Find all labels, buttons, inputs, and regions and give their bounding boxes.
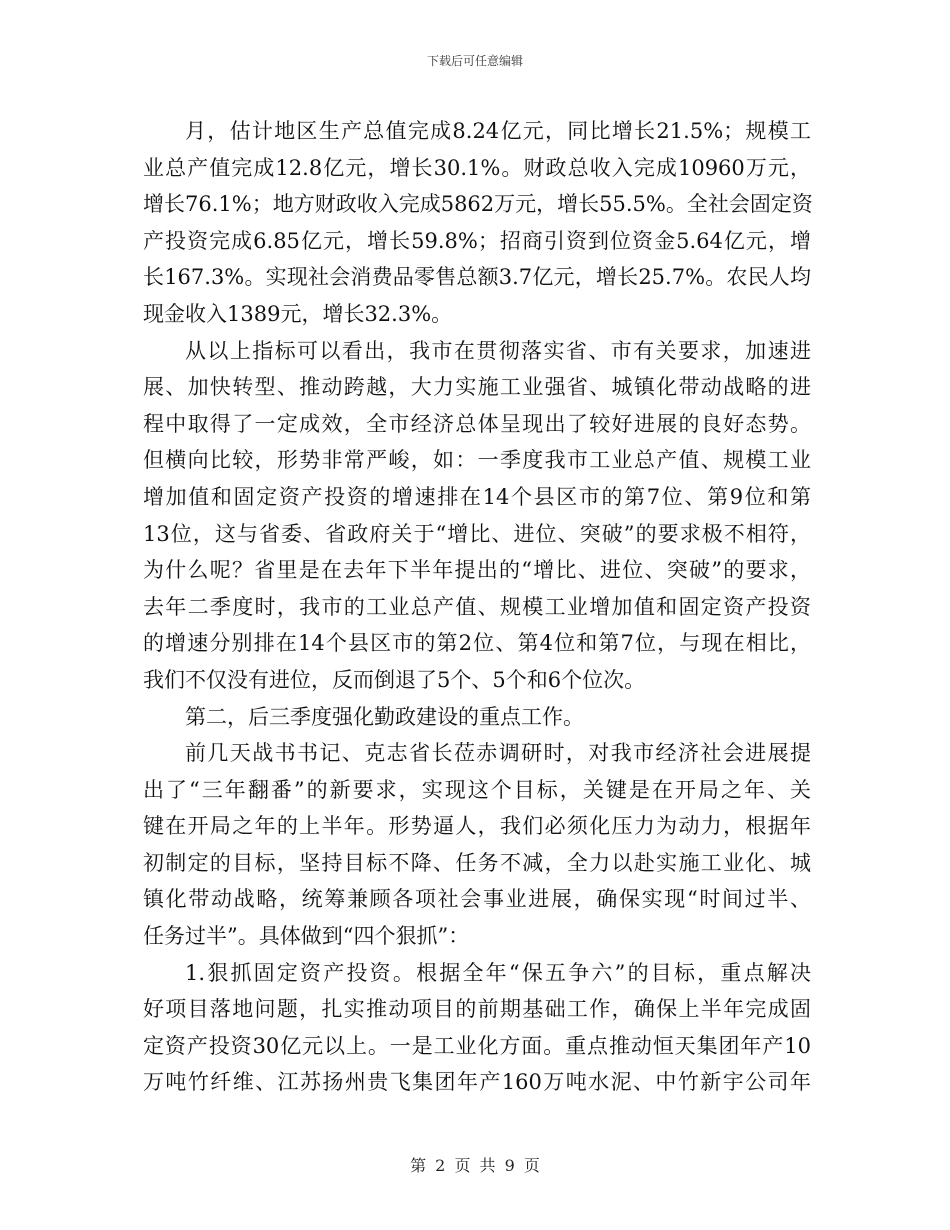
document-body bbox=[143, 113, 811, 1101]
text-line: 为什么呢？省里是在去年下半年提出的“增比、进位、突破”的要求， bbox=[143, 558, 811, 583]
text-line: 任务过半”。具体做到“四个狠抓”： bbox=[143, 924, 470, 949]
text-line: 现金收入1389元，增长32.3%。 bbox=[143, 301, 453, 326]
text-line: 定资产投资30亿元以上。一是工业化方面。重点推动恒天集团年产10 bbox=[143, 1033, 811, 1058]
text-line: 产投资完成6.85亿元，增长59.8%；招商引资到位资金5.64亿元，增 bbox=[143, 228, 811, 253]
text-line: 的增速分别排在14个县区市的第2位、第4位和第7位，与现在相比， bbox=[143, 631, 811, 656]
text-line: 从以上指标可以看出，我市在贯彻落实省、市有关要求，加速进 bbox=[185, 338, 811, 363]
text-line: 程中取得了一定成效，全市经济总体呈现出了较好进展的良好态势。 bbox=[143, 411, 811, 436]
text-line: 万吨竹纤维、江苏扬州贵飞集团年产160万吨水泥、中竹新宇公司年 bbox=[143, 1070, 811, 1095]
text-line: 1.狠抓固定资产投资。根据全年“保五争六”的目标，重点解决 bbox=[185, 960, 811, 985]
text-line: 我们不仅没有进位，反而倒退了5个、5个和6个位次。 bbox=[143, 667, 646, 692]
text-line: 但横向比较，形势非常严峻，如：一季度我市工业总产值、规模工业 bbox=[143, 448, 811, 473]
page-number-footer: 第 2 页 共 9 页 bbox=[410, 1156, 540, 1175]
text-line: 初制定的目标，坚持目标不降、任务不减，全力以赴实施工业化、城 bbox=[143, 850, 811, 875]
text-line: 出了“三年翻番”的新要求，实现这个目标，关键是在开局之年、关 bbox=[143, 777, 811, 802]
text-line: 好项目落地问题，扎实推动项目的前期基础工作，确保上半年完成固 bbox=[143, 997, 811, 1022]
text-line: 展、加快转型、推动跨越，大力实施工业强省、城镇化带动战略的进 bbox=[143, 375, 811, 400]
text-line: 13位，这与省委、省政府关于“增比、进位、突破”的要求极不相符， bbox=[143, 521, 811, 546]
text-line: 键在开局之年的上半年。形势逼人，我们必须化压力为动力，根据年 bbox=[143, 814, 811, 839]
text-line: 镇化带动战略，统筹兼顾各项社会事业进展，确保实现“时间过半、 bbox=[143, 887, 811, 912]
text-line: 增加值和固定资产投资的增速排在14个县区市的第7位、第9位和第 bbox=[143, 484, 811, 509]
text-line: 月，估计地区生产总值完成8.24亿元，同比增长21.5%；规模工 bbox=[185, 119, 811, 143]
text-line: 第二，后三季度强化勤政建设的重点工作。 bbox=[185, 704, 584, 729]
text-line: 增长76.1%；地方财政收入完成5862万元，增长55.5%。全社会固定资 bbox=[143, 192, 813, 217]
text-line: 前几天战书书记、克志省长莅赤调研时，对我市经济社会进展提 bbox=[185, 741, 811, 766]
page-header-note: 下载后可任意编辑 bbox=[426, 54, 523, 68]
text-line: 去年二季度时，我市的工业总产值、规模工业增加值和固定资产投资 bbox=[143, 594, 811, 619]
text-line: 业总产值完成12.8亿元，增长30.1%。财政总收入完成10960万元， bbox=[143, 155, 811, 180]
text-line: 长167.3%。实现社会消费品零售总额3.7亿元，增长25.7%。农民人均 bbox=[143, 265, 811, 290]
